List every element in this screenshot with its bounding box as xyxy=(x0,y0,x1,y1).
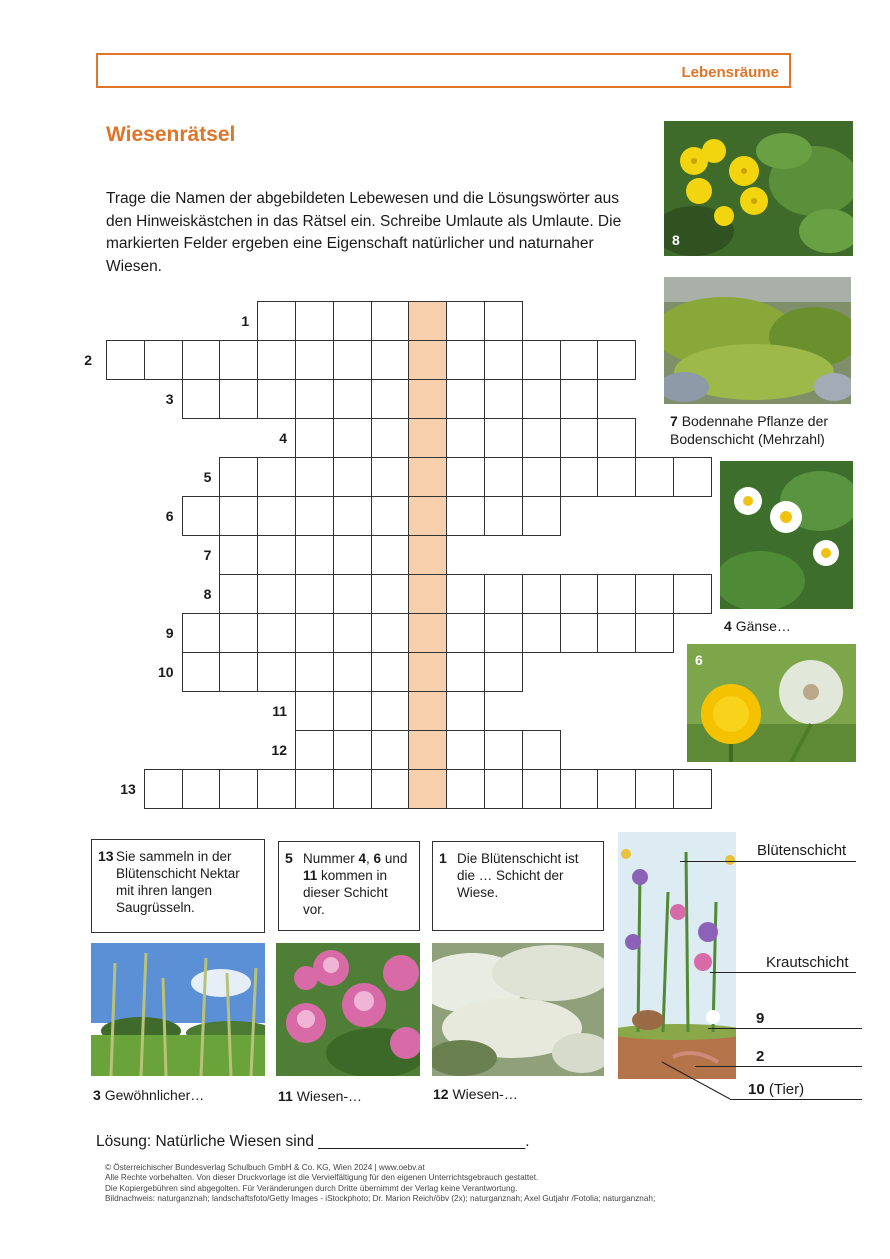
layer-number: 10 xyxy=(748,1081,765,1098)
crossword-cell[interactable] xyxy=(560,457,599,497)
caption-text: Wiesen-… xyxy=(452,1086,518,1102)
leader-line xyxy=(680,861,856,862)
crossword-cell[interactable] xyxy=(560,379,599,419)
header-label: Lebensräume xyxy=(681,64,779,81)
crossword-cell[interactable] xyxy=(295,535,334,575)
caption-number: 4 xyxy=(724,618,732,634)
crossword-cell[interactable] xyxy=(635,457,674,497)
meadow-layers-illustration xyxy=(618,832,736,1079)
hint-number: 1 xyxy=(439,850,447,866)
crossword-cell[interactable] xyxy=(673,574,712,614)
crossword-cell[interactable] xyxy=(333,496,372,536)
footer xyxy=(105,1163,655,1205)
crossword-cell[interactable] xyxy=(182,652,221,692)
crossword-row-number: 3 xyxy=(165,391,174,407)
crossword-row-number: 11 xyxy=(272,703,287,719)
crossword-cell[interactable] xyxy=(408,574,447,614)
caption-4 xyxy=(724,618,791,634)
crossword-cell[interactable] xyxy=(446,418,485,458)
crossword-cell[interactable] xyxy=(560,574,599,614)
crossword-cell[interactable] xyxy=(597,574,636,614)
crossword-cell[interactable] xyxy=(522,769,561,809)
crossword-cell[interactable] xyxy=(408,379,447,419)
crossword-cell[interactable] xyxy=(333,730,372,770)
hint-text-post: kommen in dieser Schicht vor. xyxy=(303,868,388,917)
crossword-cell[interactable] xyxy=(371,691,410,731)
white-flowers-photo xyxy=(432,943,604,1076)
crossword-cell[interactable] xyxy=(333,340,372,380)
crossword-cell[interactable] xyxy=(333,418,372,458)
moss-photo xyxy=(664,277,851,404)
crossword-cell[interactable] xyxy=(371,652,410,692)
caption-number: 3 xyxy=(93,1087,101,1103)
layer-label-krautschicht: Krautschicht xyxy=(766,954,849,971)
crossword-cell[interactable] xyxy=(295,613,334,653)
crossword-cell[interactable] xyxy=(408,535,447,575)
crossword-cell[interactable] xyxy=(371,613,410,653)
crossword-cell[interactable] xyxy=(446,457,485,497)
crossword-cell[interactable] xyxy=(371,301,410,341)
hint-und: und xyxy=(381,851,408,866)
crossword-cell[interactable] xyxy=(333,574,372,614)
crossword-cell[interactable] xyxy=(333,769,372,809)
footer-line: Bildnachweis: naturganznah; landschaftsfoto/Getty Images - iStockphoto; Dr. Marion Reich/öbv (2x); naturganznah; Axel Gutjahr /Fotolia; naturganznah; xyxy=(105,1194,656,1204)
crossword-cell[interactable] xyxy=(182,496,221,536)
crossword-cell[interactable] xyxy=(446,379,485,419)
crossword-cell[interactable] xyxy=(484,457,523,497)
crossword-cell[interactable] xyxy=(219,340,258,380)
leader-line xyxy=(710,972,856,973)
crossword-cell[interactable] xyxy=(144,340,183,380)
crossword-cell[interactable] xyxy=(182,769,221,809)
solution-label: Lösung: Natürliche Wiesen sind xyxy=(96,1133,319,1150)
caption-number: 7 xyxy=(670,413,678,429)
hint-number: 5 xyxy=(285,850,293,866)
crossword-cell[interactable] xyxy=(219,652,258,692)
crossword-cell[interactable] xyxy=(635,613,674,653)
caption-11 xyxy=(278,1088,362,1104)
crossword-cell[interactable] xyxy=(522,457,561,497)
solution-blank[interactable]: ________________________ xyxy=(318,1133,526,1150)
crossword-cell[interactable] xyxy=(408,340,447,380)
crossword-cell[interactable] xyxy=(371,340,410,380)
crossword-cell[interactable] xyxy=(182,613,221,653)
leader-line xyxy=(708,1028,862,1029)
crossword-cell[interactable] xyxy=(408,769,447,809)
crossword-cell[interactable] xyxy=(219,457,258,497)
crossword-row-number: 10 xyxy=(158,664,174,680)
crossword-cell[interactable] xyxy=(371,769,410,809)
clover-photo xyxy=(276,943,420,1076)
caption-number: 12 xyxy=(433,1086,449,1102)
footer-line: Alle Rechte vorbehalten. Von dieser Druckvorlage ist die Vervielfältigung für den eigenen Unterrichtsgebrauch gestattet. xyxy=(105,1173,539,1183)
crossword-cell[interactable] xyxy=(371,418,410,458)
crossword-cell[interactable] xyxy=(484,769,523,809)
crossword-cell[interactable] xyxy=(522,730,561,770)
caption-number: 11 xyxy=(278,1088,293,1104)
crossword-cell[interactable] xyxy=(635,574,674,614)
crossword-cell[interactable] xyxy=(257,340,296,380)
crossword-cell[interactable] xyxy=(333,691,372,731)
crossword-cell[interactable] xyxy=(219,496,258,536)
crossword-cell[interactable] xyxy=(106,340,145,380)
crossword-cell[interactable] xyxy=(257,652,296,692)
crossword-cell[interactable] xyxy=(408,613,447,653)
crossword-cell[interactable] xyxy=(257,613,296,653)
crossword-cell[interactable] xyxy=(295,496,334,536)
crossword-cell[interactable] xyxy=(484,613,523,653)
crossword-cell[interactable] xyxy=(257,535,296,575)
hint-box-1 xyxy=(432,841,604,931)
crossword-row-number: 13 xyxy=(120,781,136,797)
crossword-cell[interactable] xyxy=(560,613,599,653)
crossword-cell[interactable] xyxy=(371,574,410,614)
crossword-cell[interactable] xyxy=(597,769,636,809)
crossword-cell[interactable] xyxy=(295,730,334,770)
crossword-cell[interactable] xyxy=(522,379,561,419)
crossword-cell[interactable] xyxy=(182,379,221,419)
crossword-cell[interactable] xyxy=(408,418,447,458)
hint-box-13 xyxy=(91,839,265,933)
crossword-cell[interactable] xyxy=(144,769,183,809)
grass-photo xyxy=(91,943,265,1076)
crossword-cell[interactable] xyxy=(560,418,599,458)
crossword-cell[interactable] xyxy=(333,457,372,497)
crossword-row-number: 2 xyxy=(84,352,92,368)
crossword-cell[interactable] xyxy=(219,379,258,419)
crossword-cell[interactable] xyxy=(295,379,334,419)
hint-box-5 xyxy=(278,841,420,931)
crossword-cell[interactable] xyxy=(408,691,447,731)
photo-number: 8 xyxy=(672,232,680,248)
caption-12 xyxy=(433,1086,518,1102)
crossword-cell[interactable] xyxy=(371,535,410,575)
crossword-cell[interactable] xyxy=(597,457,636,497)
hint-ref-11: 11 xyxy=(303,868,318,883)
crossword-cell[interactable] xyxy=(257,301,296,341)
leader-line-diagonal xyxy=(660,1060,740,1105)
crossword-cell[interactable] xyxy=(333,379,372,419)
crossword-cell[interactable] xyxy=(673,769,712,809)
caption-text: Gewöhnlicher… xyxy=(104,1087,205,1103)
hint-number: 13 xyxy=(98,848,114,864)
crossword-row-number: 9 xyxy=(165,625,174,641)
daisy-photo xyxy=(720,461,853,609)
crossword-cell[interactable] xyxy=(408,730,447,770)
crossword-cell[interactable] xyxy=(446,652,485,692)
crossword-cell[interactable] xyxy=(257,457,296,497)
leader-line xyxy=(730,1099,862,1100)
crossword-cell[interactable] xyxy=(295,574,334,614)
hint-text: Sie sammeln in der Blütenschicht Nektar mit ihren langen Saugrüsseln. xyxy=(116,849,240,915)
footer-line: © Österreichischer Bundesverlag Schulbuch GmbH & Co. KG, Wien 2024 | www.oebv.at xyxy=(105,1163,425,1172)
footer-line: Die Kopiergebühren sind abgegolten. Für Veränderungen durch Dritte übernimmt der Verlag keine Verantwortung. xyxy=(105,1183,518,1193)
crossword-cell[interactable] xyxy=(219,574,258,614)
crossword-cell[interactable] xyxy=(219,769,258,809)
crossword-cell[interactable] xyxy=(484,340,523,380)
hint-text-pre: Nummer xyxy=(303,851,359,866)
crossword-cell[interactable] xyxy=(408,652,447,692)
crossword-cell[interactable] xyxy=(597,340,636,380)
crossword-row-number: 1 xyxy=(241,313,250,329)
crossword-cell[interactable] xyxy=(522,574,561,614)
crossword-cell[interactable] xyxy=(446,730,485,770)
hint-ref-6: 6 xyxy=(373,851,382,866)
crossword-cell[interactable] xyxy=(257,769,296,809)
crossword-cell[interactable] xyxy=(522,418,561,458)
crossword-cell[interactable] xyxy=(484,301,523,341)
crossword-row-number: 4 xyxy=(279,430,287,446)
crossword-cell[interactable] xyxy=(597,418,636,458)
crossword-cell[interactable] xyxy=(333,652,372,692)
caption-3 xyxy=(93,1087,204,1103)
crossword-cell[interactable] xyxy=(522,340,561,380)
crossword-cell[interactable] xyxy=(219,613,258,653)
crossword-cell[interactable] xyxy=(446,496,485,536)
crossword-row-number: 6 xyxy=(165,508,174,524)
crossword-cell[interactable] xyxy=(371,496,410,536)
crossword-cell[interactable] xyxy=(597,613,636,653)
crossword-cell[interactable] xyxy=(333,613,372,653)
crossword-cell[interactable] xyxy=(295,691,334,731)
hint-sep: , xyxy=(366,851,374,866)
crossword-cell[interactable] xyxy=(673,457,712,497)
crossword-cell[interactable] xyxy=(333,301,372,341)
crossword-cell[interactable] xyxy=(522,496,561,536)
layer-label-2: 2 xyxy=(756,1048,765,1065)
solution-end: . xyxy=(525,1133,530,1150)
crossword-cell[interactable] xyxy=(295,340,334,380)
page-title: Wiesenrätsel xyxy=(106,123,236,146)
caption-7 xyxy=(670,412,855,448)
layer-label-bluetenschicht: Blütenschicht xyxy=(757,842,847,859)
crossword-cell[interactable] xyxy=(408,496,447,536)
crossword-cell[interactable] xyxy=(295,418,334,458)
layer-label-10 xyxy=(748,1081,804,1098)
instructions: Trage die Namen der abgebildeten Lebewesen und die Lösungswörter aus den Hinweiskästchen in das Rätsel ein. Schreibe Umlaute als Umlaute. Die markierten Felder ergeben eine Eigenschaft natürlicher und naturnaher Wiesen. xyxy=(106,190,622,275)
crossword-cell[interactable] xyxy=(257,574,296,614)
caption-text: Wiesen-… xyxy=(296,1088,363,1104)
crossword-cell[interactable] xyxy=(446,613,485,653)
crossword-cell[interactable] xyxy=(182,340,221,380)
crossword-cell[interactable] xyxy=(371,379,410,419)
crossword-cell[interactable] xyxy=(446,301,485,341)
crossword-row-number: 12 xyxy=(271,742,287,758)
crossword-cell[interactable] xyxy=(408,301,447,341)
crossword-cell[interactable] xyxy=(484,496,523,536)
crossword-row-number: 8 xyxy=(203,586,212,602)
layer-text: (Tier) xyxy=(764,1081,805,1098)
hint-ref-4: 4 xyxy=(358,851,367,866)
layer-label-9: 9 xyxy=(756,1010,765,1027)
crossword-cell[interactable] xyxy=(635,769,674,809)
caption-text: Gänse… xyxy=(735,618,791,634)
crossword-cell[interactable] xyxy=(484,574,523,614)
crossword-cell[interactable] xyxy=(484,652,523,692)
crossword-cell[interactable] xyxy=(295,457,334,497)
crossword-row-number: 5 xyxy=(203,469,212,485)
crossword-cell[interactable] xyxy=(371,457,410,497)
hint-text: Die Blütenschicht ist die … Schicht der Wiese. xyxy=(457,851,579,900)
crossword-cell[interactable] xyxy=(484,379,523,419)
crossword-cell[interactable] xyxy=(446,340,485,380)
crossword-cell[interactable] xyxy=(522,613,561,653)
crossword-cell[interactable] xyxy=(371,730,410,770)
crossword-cell[interactable] xyxy=(446,769,485,809)
crossword-cell[interactable] xyxy=(295,652,334,692)
crossword-cell[interactable] xyxy=(257,496,296,536)
crossword-row-number: 7 xyxy=(203,547,212,563)
caption-text: Bodennahe Pflanze der Bodenschicht (Mehrzahl) xyxy=(670,413,829,447)
crossword-cell[interactable] xyxy=(446,574,485,614)
crossword-cell[interactable] xyxy=(484,730,523,770)
crossword-cell[interactable] xyxy=(408,457,447,497)
crossword-cell[interactable] xyxy=(484,418,523,458)
crossword-cell[interactable] xyxy=(560,340,599,380)
photo-number: 6 xyxy=(695,652,703,668)
crossword-cell[interactable] xyxy=(333,535,372,575)
crossword-cell[interactable] xyxy=(446,691,485,731)
crossword-cell[interactable] xyxy=(257,379,296,419)
crossword-cell[interactable] xyxy=(219,535,258,575)
crossword-cell[interactable] xyxy=(295,301,334,341)
solution-line xyxy=(96,1133,530,1151)
crossword-cell[interactable] xyxy=(560,769,599,809)
crossword-cell[interactable] xyxy=(295,769,334,809)
yellow-flower-photo xyxy=(664,121,853,256)
dandelion-photo xyxy=(687,644,856,762)
